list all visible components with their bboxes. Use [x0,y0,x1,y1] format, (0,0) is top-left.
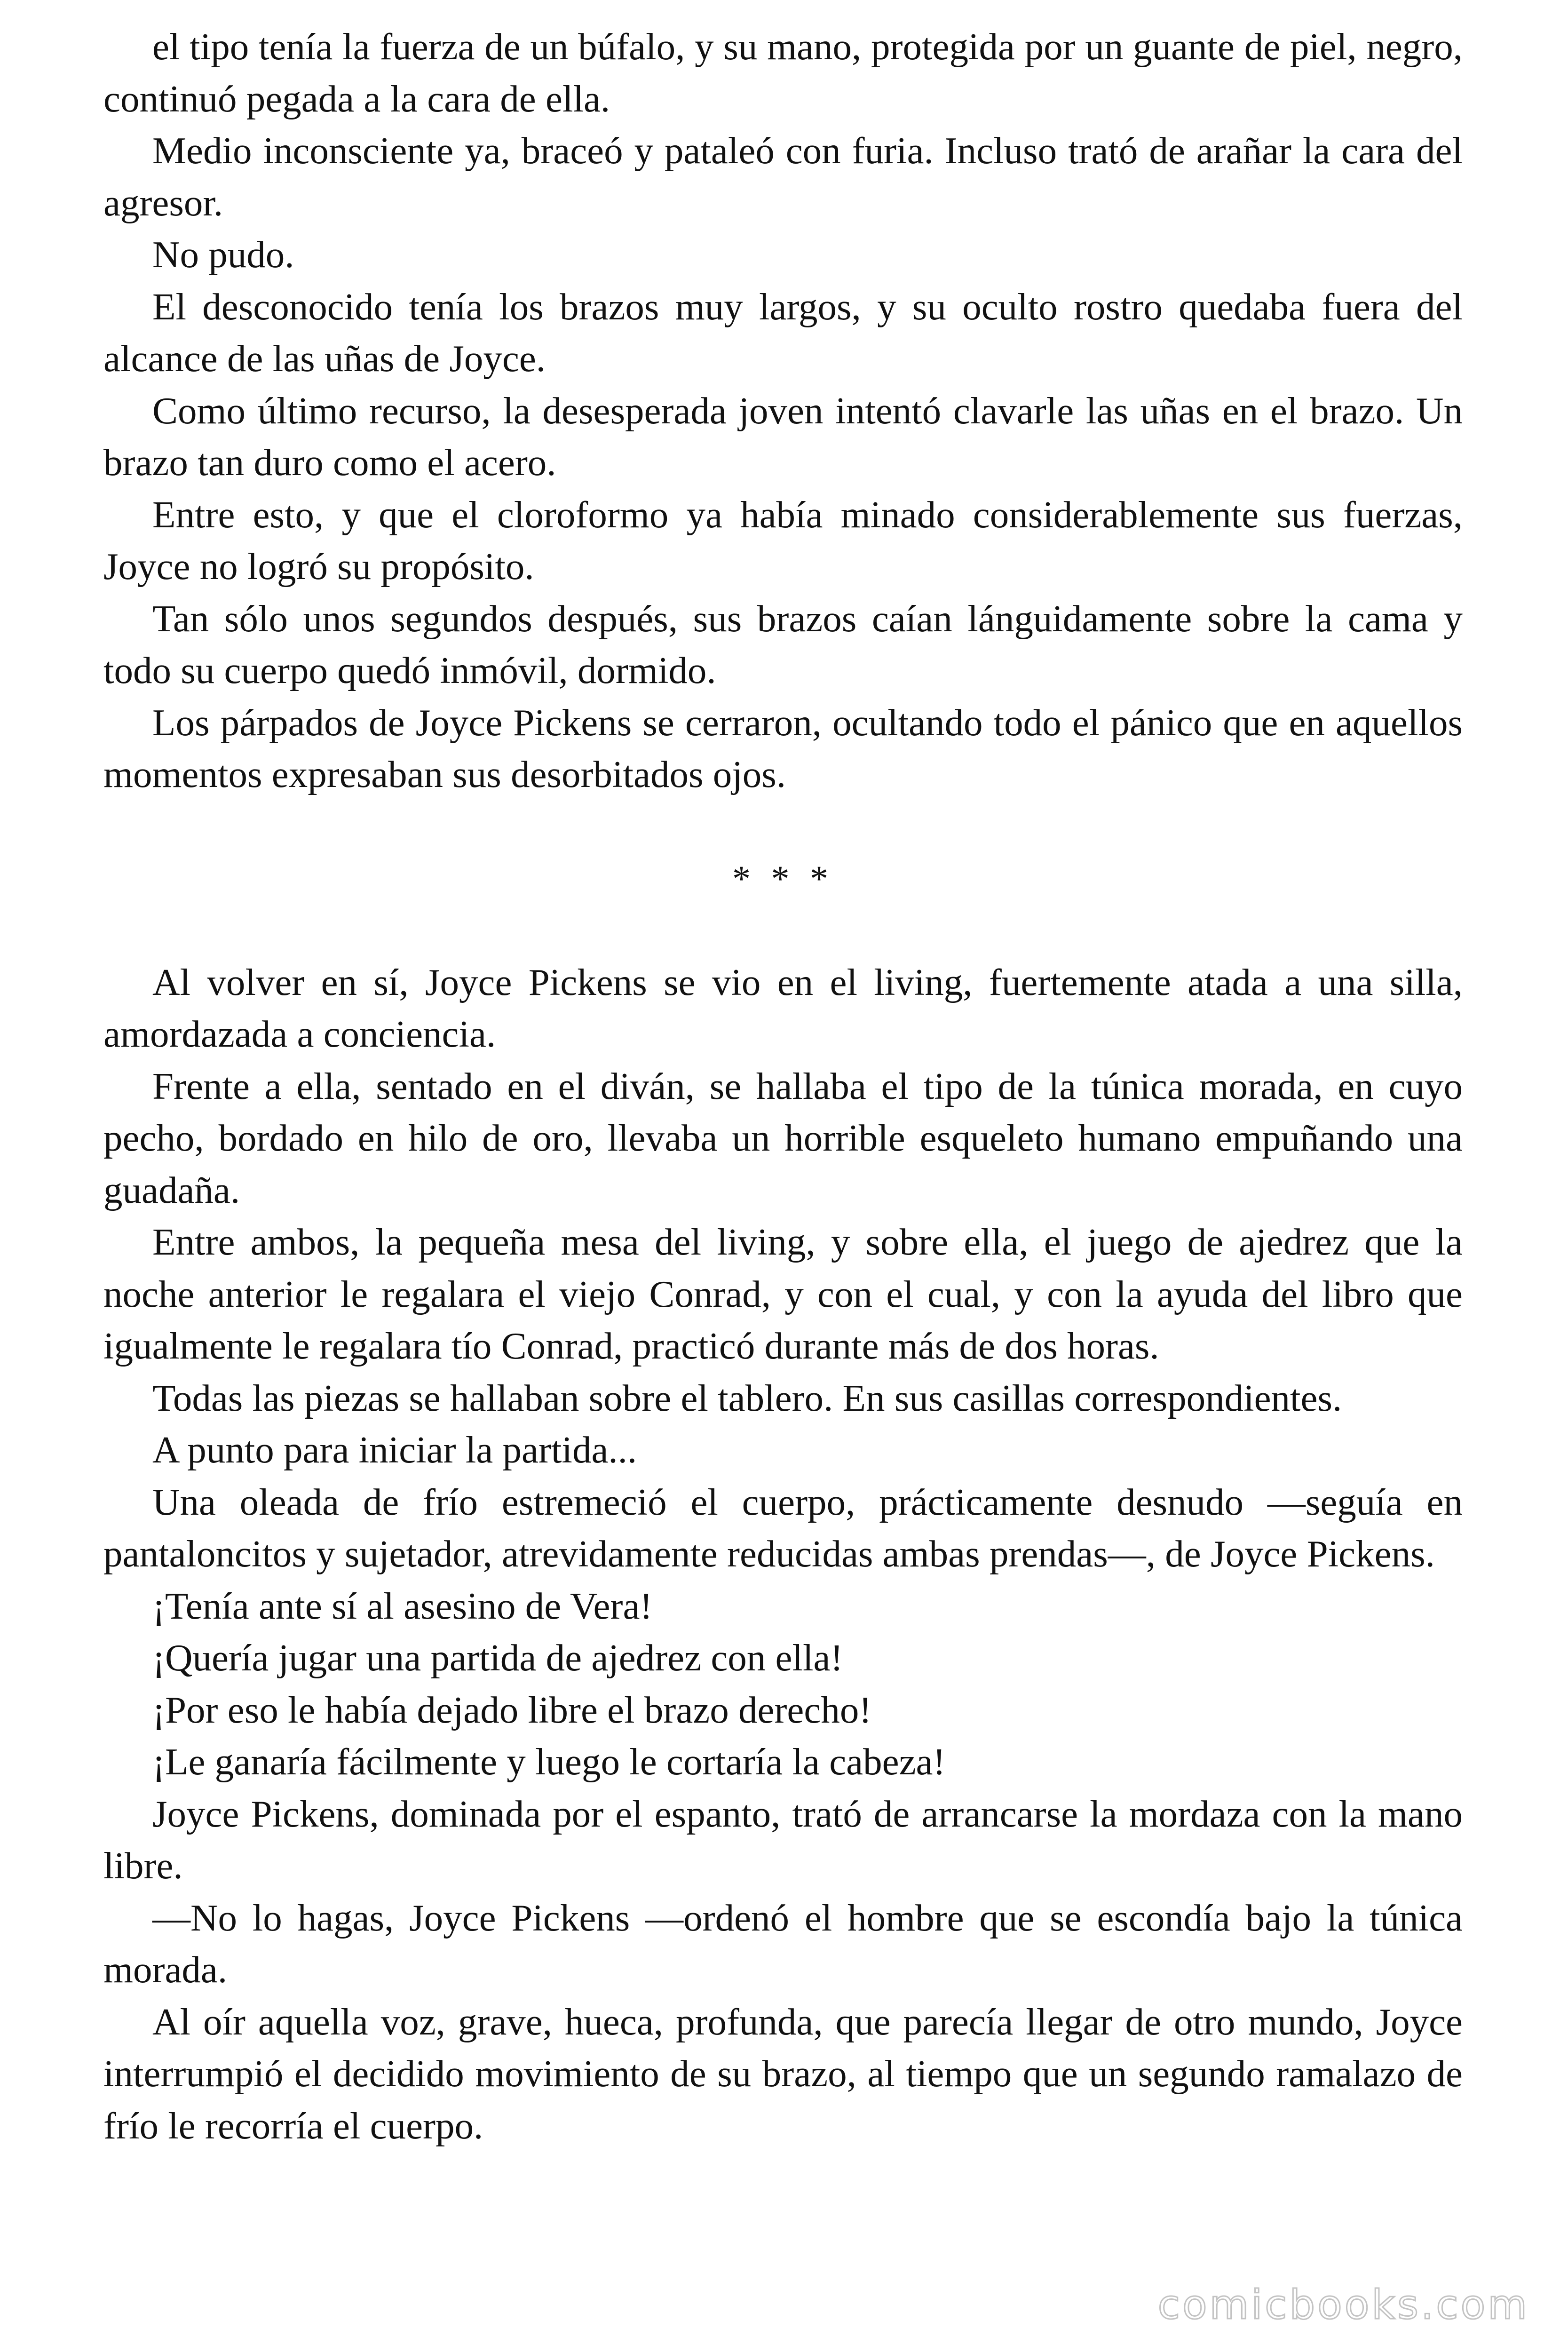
paragraph: Entre esto, y que el cloroformo ya había minado considerablemente sus fuerzas, Joyce no logró su propósito. [103,493,1463,588]
paragraph: Joyce Pickens, dominada por el espanto, trató de arrancarse la mordaza con la mano libre. [103,1792,1463,1887]
paragraph: ¡Tenía ante sí al asesino de Vera! [152,1584,653,1627]
paragraph: Tan sólo unos segundos después, sus brazos caían lánguidamente sobre la cama y todo su cuerpo quedó inmóvil, dormido. [103,597,1463,691]
paragraph: el tipo tenía la fuerza de un búfalo, y su mano, protegida por un guante de piel, negro, continuó pegada a la cara de ella. [103,25,1463,120]
body-text-before [103,21,1463,801]
paragraph: Medio inconsciente ya, braceó y pataleó con furia. Incluso trató de arañar la cara del agresor. [103,129,1463,224]
paragraph: ¡Por eso le había dejado libre el brazo derecho! [152,1688,872,1731]
paragraph: Al oír aquella voz, grave, hueca, profunda, que parecía llegar de otro mundo, Joyce interrumpió el decidido movimiento de su brazo, al tiempo que un segundo ramalazo de frío le recorría el cuerpo. [103,2000,1463,2147]
paragraph: Al volver en sí, Joyce Pickens se vio en el living, fuertemente atada a una silla, amordazada a conciencia. [103,961,1463,1055]
paragraph: A punto para iniciar la partida... [152,1429,637,1471]
body-text-after [103,956,1463,2152]
paragraph: Entre ambos, la pequeña mesa del living, y sobre ella, el juego de ajedrez que la noche anterior le regalara el viejo Conrad, y con el cual, y con la ayuda del libro que igualmente le regalara tío Conrad, practicó durante más de dos horas. [103,1221,1463,1367]
paragraph: Los párpados de Joyce Pickens se cerraron, ocultando todo el pánico que en aquellos momentos expresaban sus desorbitados ojos. [103,701,1463,795]
paragraph: Como último recurso, la desesperada joven intentó clavarle las uñas en el brazo. Un brazo tan duro como el acero. [103,389,1463,484]
paragraph: ¡Le ganaría fácilmente y luego le cortaría la cabeza! [152,1740,946,1783]
paragraph: Todas las piezas se hallaban sobre el tablero. En sus casillas correspondientes. [152,1376,1342,1419]
paragraph: —No lo hagas, Joyce Pickens —ordenó el hombre que se escondía bajo la túnica morada. [103,1896,1463,1991]
paragraph: ¡Quería jugar una partida de ajedrez con ella! [152,1637,843,1679]
document-page [103,21,1463,2152]
paragraph: El desconocido tenía los brazos muy largos, y su oculto rostro quedaba fuera del alcance de las uñas de Joyce. [103,285,1463,380]
paragraph: Una oleada de frío estremeció el cuerpo, prácticamente desnudo —seguía en pantaloncitos y sujetador, atrevidamente reducidas ambas prendas—, de Joyce Pickens. [103,1480,1463,1575]
section-separator: * * * [732,858,834,899]
paragraph: No pudo. [152,233,294,276]
watermark: comicbooks.com [1157,2281,1529,2328]
paragraph: Frente a ella, sentado en el diván, se hallaba el tipo de la túnica morada, en cuyo pecho, bordado en hilo de oro, llevaba un horrible esqueleto humano empuñando una guadaña. [103,1065,1463,1211]
